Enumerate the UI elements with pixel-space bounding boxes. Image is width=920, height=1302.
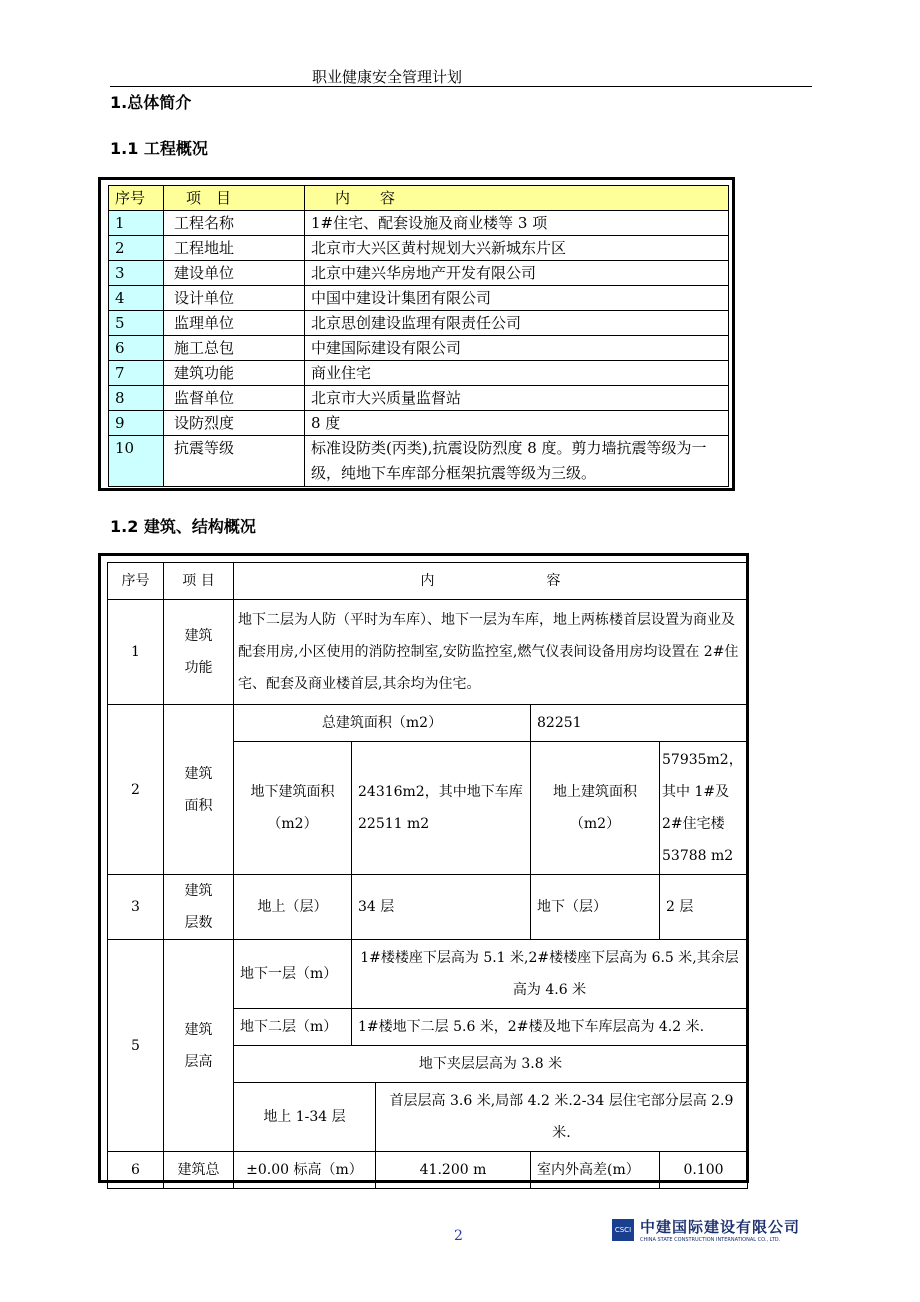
elevation-value: 41.200 m <box>376 1152 531 1189</box>
building-structure-table-frame <box>98 553 749 1183</box>
b2-height-value: 1#楼地下二层 5.6 米，2#楼及地下车库层高为 4.2 米. <box>352 1009 748 1046</box>
floors-above-label: 地上（层） <box>234 875 352 940</box>
building-structure-table <box>107 562 748 1189</box>
row-content: 北京中建兴华房地产开发有限公司 <box>305 261 729 286</box>
row-item: 监理单位 <box>164 311 305 336</box>
table-header-row <box>108 563 748 600</box>
floors-under-label: 地下（层） <box>531 875 660 940</box>
row-no: 4 <box>109 286 164 311</box>
b2-height-label: 地下二层（m） <box>234 1009 352 1046</box>
row-content: 1#住宅、配套设施及商业楼等 3 项 <box>305 211 729 236</box>
elevation-label: ±0.00 标高（m） <box>234 1152 376 1189</box>
section-heading-1-2: 1.2 建筑、结构概况 <box>110 517 256 536</box>
row-no: 6 <box>108 1152 164 1189</box>
table-row <box>109 361 729 386</box>
table-row <box>109 286 729 311</box>
height-diff-value: 0.100 <box>660 1152 748 1189</box>
row-item: 工程名称 <box>164 211 305 236</box>
underground-area-label: 地下建筑面积（m2） <box>234 742 352 875</box>
row-content: 北京市大兴质量监督站 <box>305 386 729 411</box>
row-no: 5 <box>108 940 164 1152</box>
table-row <box>108 705 748 742</box>
row-content: 北京市大兴区黄村规划大兴新城东片区 <box>305 236 729 261</box>
b1-height-label: 地下一层（m） <box>234 940 352 1009</box>
row-content: 北京思创建设监理有限责任公司 <box>305 311 729 336</box>
row-content: 中建国际建设有限公司 <box>305 336 729 361</box>
floors-under-value: 2 层 <box>660 875 748 940</box>
table-row <box>109 386 729 411</box>
row-no: 5 <box>109 311 164 336</box>
table-row <box>109 311 729 336</box>
row-item: 设计单位 <box>164 286 305 311</box>
total-area-value: 82251 <box>531 705 748 742</box>
header-item: 项 目 <box>164 186 305 211</box>
project-overview-table <box>108 185 729 487</box>
table-row <box>109 336 729 361</box>
row-no: 2 <box>108 705 164 875</box>
row-no: 3 <box>108 875 164 940</box>
row-no: 10 <box>109 436 164 487</box>
row-item: 建筑面积 <box>164 705 234 875</box>
row-no: 2 <box>109 236 164 261</box>
table-row <box>109 261 729 286</box>
logo-mark-icon: CSCI <box>612 1219 634 1241</box>
row-item: 工程地址 <box>164 236 305 261</box>
above-height-value: 首层层高 3.6 米,局部 4.2 米.2-34 层住宅部分层高 2.9 米. <box>376 1083 748 1152</box>
row-item: 建筑功能 <box>164 361 305 386</box>
row-no: 8 <box>109 386 164 411</box>
row-item: 建设单位 <box>164 261 305 286</box>
table-row <box>108 1152 748 1189</box>
row-content: 地下二层为人防（平时为车库）、地下一层为车库，地上两栋楼首层设置为商业及配套用房,小区使用的消防控制室,安防监控室,燃气仪表间设备用房均设置在 2#住宅、配套及商业楼首层,其余均为住宅。 <box>234 600 748 705</box>
row-item: 建筑层数 <box>164 875 234 940</box>
section-heading-1: 1.总体简介 <box>110 93 192 112</box>
header-no: 序号 <box>108 563 164 600</box>
logo-chinese-name: 中建国际建设有限公司 <box>640 1218 801 1236</box>
table-row <box>109 436 729 487</box>
table-row <box>108 875 748 940</box>
row-item: 建筑层高 <box>164 940 234 1152</box>
row-content: 中国中建设计集团有限公司 <box>305 286 729 311</box>
table-row <box>108 600 748 705</box>
aboveground-area-value: 57935m2，其中 1#及 2#住宅楼 53788 m2 <box>660 742 748 875</box>
header-content: 内 容 <box>234 563 748 600</box>
table-row <box>108 940 748 1009</box>
project-overview-table-frame <box>98 177 735 491</box>
header-no: 序号 <box>109 186 164 211</box>
row-item: 抗震等级 <box>164 436 305 487</box>
table-row <box>109 236 729 261</box>
header-rule <box>110 86 812 87</box>
above-height-label: 地上 1-34 层 <box>234 1083 376 1152</box>
row-item: 监督单位 <box>164 386 305 411</box>
total-area-label: 总建筑面积（m2） <box>234 705 531 742</box>
row-content: 8 度 <box>305 411 729 436</box>
section-heading-1-1: 1.1 工程概况 <box>110 139 208 158</box>
b1-height-value: 1#楼楼座下层高为 5.1 米,2#楼楼座下层高为 6.5 米,其余层高为 4.6 米 <box>352 940 748 1009</box>
logo-english-name: CHINA STATE CONSTRUCTION INTERNATIONAL CO., LTD. <box>640 1237 781 1243</box>
row-content: 商业住宅 <box>305 361 729 386</box>
row-item: 建筑功能 <box>164 600 234 705</box>
floors-above-value: 34 层 <box>352 875 531 940</box>
page-header-title: 职业健康安全管理计划 <box>312 68 463 86</box>
row-no: 6 <box>109 336 164 361</box>
row-item: 设防烈度 <box>164 411 305 436</box>
company-logo <box>612 1216 800 1243</box>
page-number: 2 <box>454 1228 463 1244</box>
row-no: 3 <box>109 261 164 286</box>
row-content: 标准设防类(丙类),抗震设防烈度 8 度。剪力墙抗震等级为一级，纯地下车库部分框架抗震等级为三级。 <box>305 436 729 487</box>
row-no: 7 <box>109 361 164 386</box>
mezzanine-height: 地下夹层层高为 3.8 米 <box>234 1046 748 1083</box>
row-no: 1 <box>108 600 164 705</box>
header-item: 项 目 <box>164 563 234 600</box>
height-diff-label: 室内外高差(m） <box>531 1152 660 1189</box>
row-no: 9 <box>109 411 164 436</box>
header-content: 内 容 <box>305 186 729 211</box>
table-header-row <box>109 186 729 211</box>
row-item: 施工总包 <box>164 336 305 361</box>
row-no: 1 <box>109 211 164 236</box>
table-row <box>109 211 729 236</box>
aboveground-area-label: 地上建筑面积（m2） <box>531 742 660 875</box>
underground-area-value: 24316m2，其中地下车库 22511 m2 <box>352 742 531 875</box>
table-row <box>109 411 729 436</box>
row-item: 建筑总 <box>164 1152 234 1189</box>
